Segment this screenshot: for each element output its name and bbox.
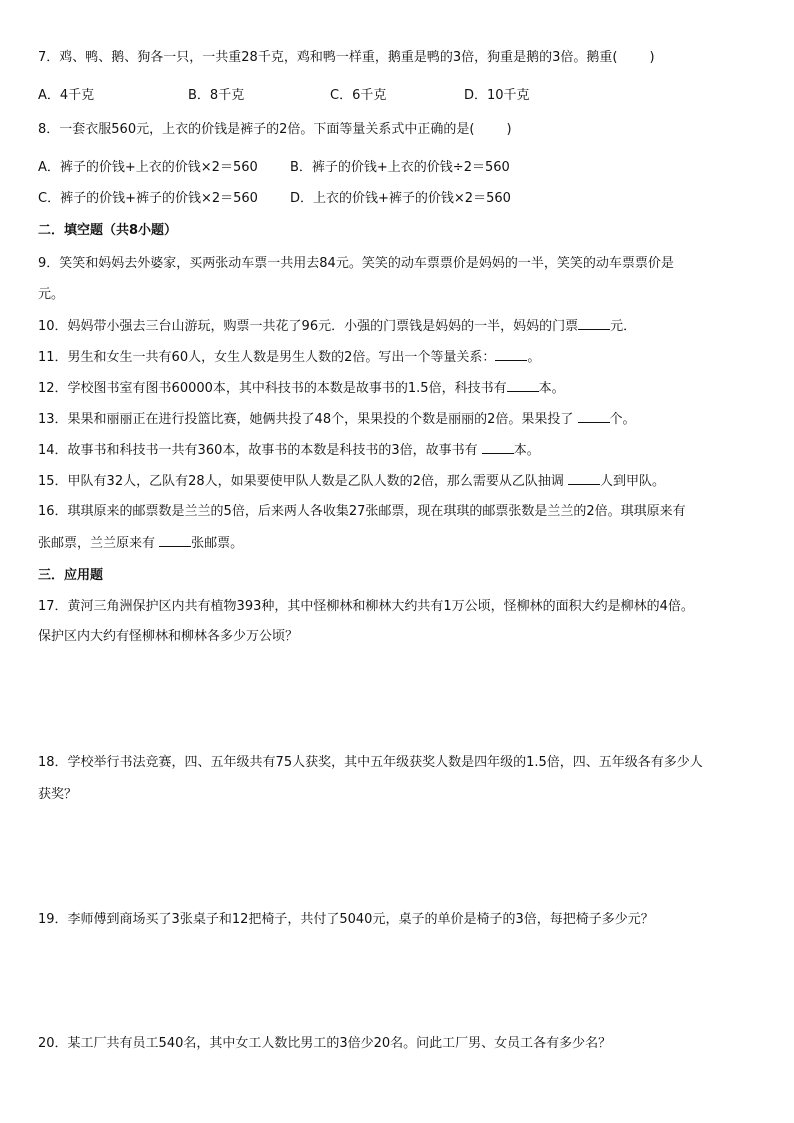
question-18-line-2: 获奖？ bbox=[38, 787, 78, 802]
question-14-text: 14．故事书和科技书一共有360本，故事书的本数是科技书的3倍，故事书有 bbox=[38, 443, 482, 458]
question-12 bbox=[38, 379, 764, 398]
question-13 bbox=[38, 410, 764, 429]
question-7-option-d: D．10千克 bbox=[464, 88, 530, 103]
question-18-line-1: 18．学校举行书法竞赛，四、五年级共有75人获奖，其中五年级获奖人数是四年级的1.5倍，四、五年级各有多少人 bbox=[38, 755, 703, 770]
question-13-text: 13．果果和丽丽正在进行投篮比赛，她俩共投了48个，果果投的个数是丽丽的2倍。果果投了 bbox=[38, 412, 578, 427]
question-12-text: 12．学校图书室有图书60000本，其中科技书的本数是故事书的1.5倍，科技书有 bbox=[38, 381, 507, 396]
question-8-close-paren: ) bbox=[506, 122, 512, 137]
answer-blank bbox=[482, 441, 514, 454]
section-3-heading: 三．应用题 bbox=[38, 568, 104, 583]
question-10 bbox=[38, 317, 764, 336]
question-16-line-2-text: 张邮票，兰兰原来有 bbox=[38, 536, 160, 551]
question-15-suffix: 人到甲队。 bbox=[600, 474, 666, 489]
question-7-option-c: C．6千克 bbox=[330, 88, 387, 103]
question-9-line-2: 元。 bbox=[38, 287, 65, 302]
question-15 bbox=[38, 472, 764, 491]
question-9-line-1: 9．笑笑和妈妈去外婆家，买两张动车票一共用去84元。笑笑的动车票票价是妈妈的一半，笑笑的动车票票价是 bbox=[38, 256, 674, 271]
question-16-line-2 bbox=[38, 534, 764, 553]
question-12-suffix: 本。 bbox=[538, 381, 565, 396]
question-15-text: 15．甲队有32人，乙队有28人，如果要使甲队人数是乙队人数的2倍，那么需要从乙队抽调 bbox=[38, 474, 569, 489]
section-2-heading: 二．填空题（共8小题） bbox=[38, 223, 178, 238]
question-7 bbox=[38, 49, 764, 67]
question-14 bbox=[38, 441, 764, 460]
question-17-line-1: 17．黄河三角洲保护区内共有植物393种，其中怪柳林和柳林大约共有1万公顷，怪柳林的面积大约是柳林的4倍。 bbox=[38, 599, 694, 614]
question-11 bbox=[38, 348, 764, 367]
question-13-suffix: 个。 bbox=[609, 412, 636, 427]
question-17-line-2: 保护区内大约有怪柳林和柳林各多少万公顷？ bbox=[38, 629, 299, 644]
question-10-text: 10．妈妈带小强去三台山游玩，购票一共花了96元．小强的门票钱是妈妈的一半，妈妈的门票 bbox=[38, 319, 579, 334]
answer-blank bbox=[568, 472, 600, 485]
question-10-suffix: 元． bbox=[610, 319, 637, 334]
question-8-option-c: C．裤子的价钱+裤子的价钱×2＝560 bbox=[38, 191, 258, 206]
question-8-option-a: A．裤子的价钱+上衣的价钱×2＝560 bbox=[38, 160, 258, 175]
answer-blank bbox=[507, 379, 539, 392]
question-7-option-a: A．4千克 bbox=[38, 88, 95, 103]
question-7-text: 7．鸡、鸭、鹅、狗各一只，一共重28千克，鸡和鸭一样重，鹅重是鸭的3倍，狗重是鹅的3倍。鹅重( bbox=[38, 50, 618, 65]
question-16-line-1: 16．琪琪原来的邮票数是兰兰的5倍，后来两人各收集27张邮票，现在琪琪的邮票张数是兰兰的2倍。琪琪原来有 bbox=[38, 504, 686, 519]
answer-blank bbox=[159, 534, 191, 547]
question-11-text: 11．男生和女生一共有60人，女生人数是男生人数的2倍。写出一个等量关系： bbox=[38, 350, 496, 365]
answer-blank bbox=[578, 410, 610, 423]
question-7-close-paren: ) bbox=[649, 50, 655, 65]
question-8-text: 8．一套衣服560元，上衣的价钱是裤子的2倍。下面等量关系式中正确的是( bbox=[38, 122, 475, 137]
question-8-option-d: D．上衣的价钱+裤子的价钱×2＝560 bbox=[290, 191, 511, 206]
answer-blank bbox=[578, 317, 610, 330]
question-8-option-b: B．裤子的价钱+上衣的价钱÷2＝560 bbox=[290, 160, 510, 175]
question-20: 20．某工厂共有员工540名，其中女工人数比男工的3倍少20名。问此工厂男、女员工各有多少名？ bbox=[38, 1036, 612, 1051]
question-14-suffix: 本。 bbox=[513, 443, 540, 458]
question-11-suffix: 。 bbox=[527, 350, 541, 365]
question-7-option-b: B．8千克 bbox=[188, 88, 245, 103]
question-8 bbox=[38, 121, 764, 139]
question-16-suffix: 张邮票。 bbox=[191, 536, 244, 551]
question-19: 19．李师傅到商场买了3张桌子和12把椅子，共付了5040元，桌子的单价是椅子的3倍，每把椅子多少元？ bbox=[38, 912, 654, 927]
answer-blank bbox=[495, 348, 527, 361]
